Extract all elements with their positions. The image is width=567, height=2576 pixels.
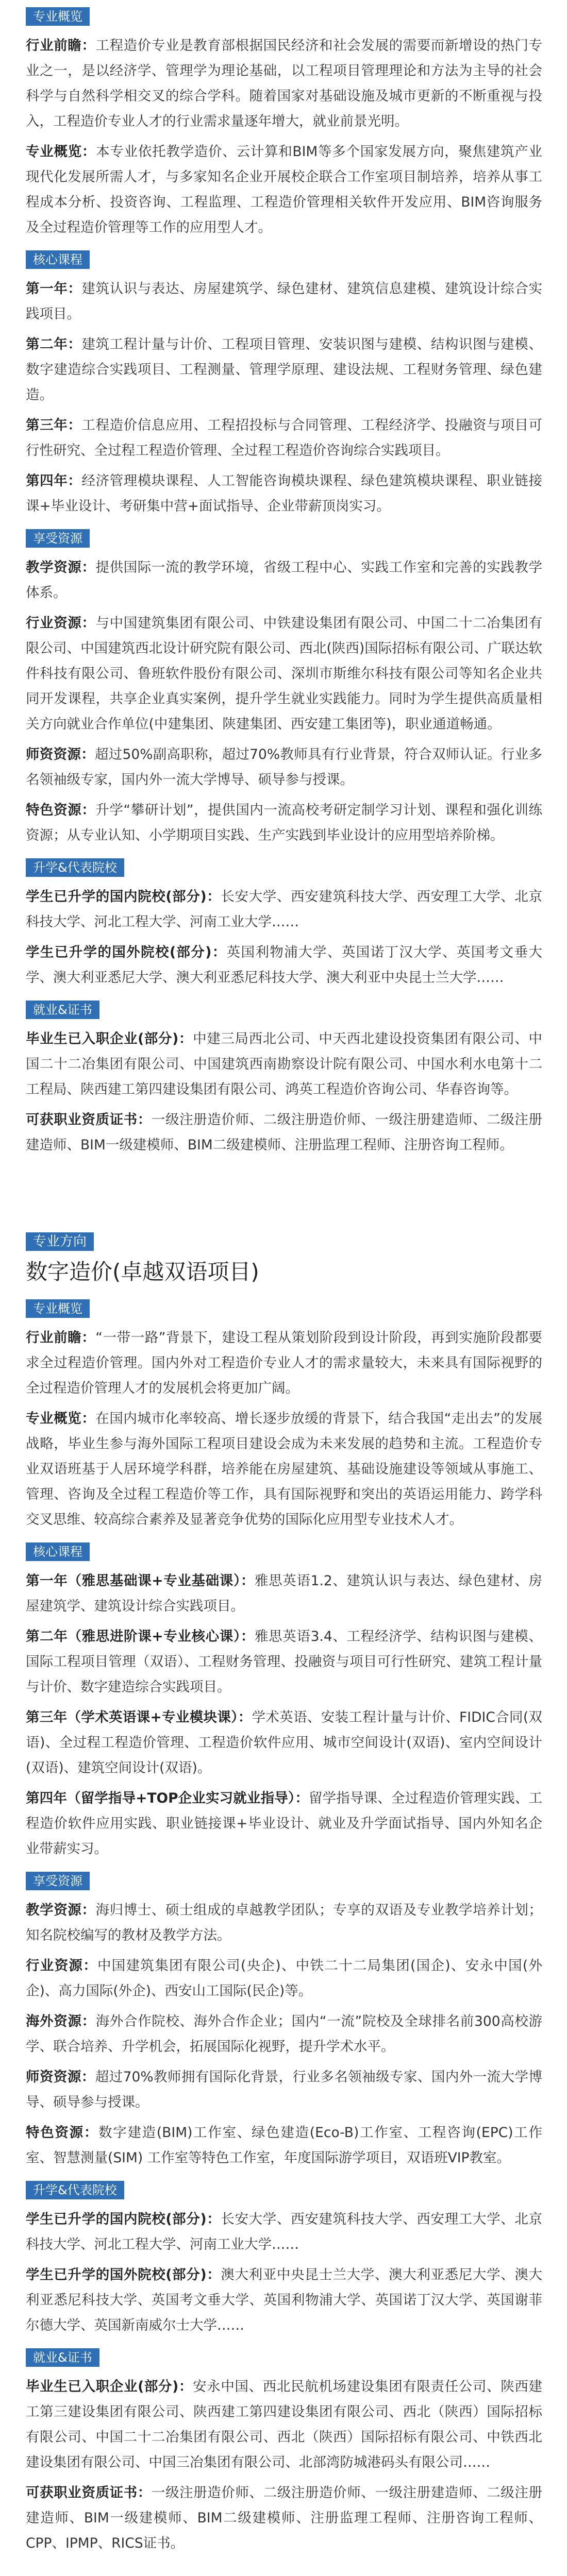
paragraph-label: 第一年： <box>26 281 82 297</box>
section-paragraph <box>26 2374 542 2475</box>
paragraph-text: “一带一路”背景下，建设工程从策划阶段到设计阶段，再到实施阶段都要求全过程造价管理。国内外对工程造价专业人才的需求量较大，未来具有国际视野的全过程造价管理人才的发展机会将更加广阔。 <box>26 1330 542 1396</box>
paragraph-label: 可获职业资质证书： <box>26 1112 152 1128</box>
paragraph-text: 一级注册造价师、二级注册造价师、一级注册建造师、二级注册建造师、BIM一级建模师、BIM二级建模师、注册监理工程师、注册咨询工程师、CPP、IPMP、RICS证书。 <box>26 2485 542 2551</box>
section-paragraph <box>26 1953 542 2004</box>
section-paragraph <box>26 332 542 408</box>
program-2-content <box>26 1299 542 2556</box>
paragraph-text: 一级注册造价师、二级注册造价师、一级注册建造师、二级注册建造师、BIM一级建模师、BIM二级建模师、注册监理工程师、注册咨询工程师。 <box>26 1112 542 1153</box>
paragraph-label: 海外资源： <box>26 2013 96 2029</box>
paragraph-label: 特色资源： <box>26 802 96 818</box>
paragraph-text: 中国建筑集团有限公司(央企)、中铁二十二局集团(国企)、安永中国(外企)、高力国际(外企)、西安山工国际(民企)等。 <box>26 1958 543 1999</box>
paragraph-label: 第二年（雅思进阶课+专业核心课）： <box>26 1629 255 1645</box>
paragraph-label: 专业概览： <box>26 144 96 160</box>
paragraph-text: 澳大利亚中央昆士兰大学、澳大利亚悉尼大学、澳大利亚悉尼科技大学、英国考文垂大学、英国利物浦大学、英国诺丁汉大学、英国谢菲尔德大学、英国新南威尔士大学…… <box>26 2267 542 2333</box>
paragraph-text: 中建三局西北公司、中天西北建设投资集团有限公司、中国二十二冶集团有限公司、中国建筑西南勘察设计院有限公司、中国水利水电第十二工程局、陕西建工第四建设集团有限公司、鸿英工程造价咨询公司、华春咨询等。 <box>26 1031 542 1097</box>
section-paragraph <box>26 798 542 848</box>
paragraph-label: 第二年： <box>26 336 82 352</box>
paragraph-label: 学生已升学的国内院校(部分)： <box>26 2211 221 2227</box>
paragraph-text: 雅思英语1.2、建筑认识与表达、绿色建材、房屋建筑学、建筑设计综合实践项目。 <box>26 1573 542 1614</box>
paragraph-text: 海外合作院校、海外合作企业；国内“一流”院校及全球排名前300高校游学、联合培养、升学机会，拓展国际化视野，提升学术水平。 <box>26 2013 543 2055</box>
paragraph-text: 经济管理模块课程、人工智能咨询模块课程、绿色建筑模块课程、职业链接课+毕业设计、考研集中营+面试指导、企业带薪顶岗实习。 <box>26 473 543 514</box>
paragraph-text: 学术英语、安装工程计量与计价、FIDIC合同(双语)、全过程工程造价管理、工程造价软件应用、城市空间设计(双语)、室内空间设计(双语)、建筑空间设计(双语)。 <box>26 1709 542 1776</box>
paragraph-text: 长安大学、西安建筑科技大学、西安理工大学、北京科技大学、河北工程大学、河南工业大学…… <box>26 2211 542 2252</box>
section-paragraph <box>26 1325 542 1401</box>
section-paragraph <box>26 1107 542 1158</box>
paragraph-text: 英国利物浦大学、英国诺丁汉大学、英国考文垂大学、澳大利亚悉尼大学、澳大利亚悉尼科技大学、澳大利亚中央昆士兰大学…… <box>26 944 542 986</box>
program-1-content <box>26 7 542 1158</box>
section-block <box>26 529 542 848</box>
paragraph-label: 师资资源： <box>26 2069 95 2085</box>
paragraph-label: 教学资源： <box>26 560 96 575</box>
section-block <box>26 250 542 519</box>
section-paragraph <box>26 1897 542 1948</box>
paragraph-label: 毕业生已入职企业(部分)： <box>26 2379 193 2395</box>
paragraph-label: 学生已升学的国外院校(部分)： <box>26 2267 221 2283</box>
section-paragraph <box>26 2262 542 2338</box>
section-paragraph <box>26 611 542 737</box>
section-paragraph <box>26 2120 542 2171</box>
paragraph-label: 行业前瞻： <box>26 1330 96 1346</box>
paragraph-label: 第三年（学术英语课+专业模块课）： <box>26 1709 252 1725</box>
section-tag: 专业概览 <box>26 7 90 26</box>
section-paragraph <box>26 2480 542 2556</box>
paragraph-label: 学生已升学的国内院校(部分)： <box>26 889 221 905</box>
section-paragraph <box>26 413 542 463</box>
paragraph-text: 雅思英语3.4、工程经济学、结构识图与建模、国际工程项目管理（双语）、工程财务管理、投融资与项目可行性研究、建筑工程计量与计价、数字建造综合实践项目。 <box>26 1629 542 1695</box>
paragraph-label: 可获职业资质证书： <box>26 2485 152 2501</box>
section-block <box>26 1299 542 1532</box>
paragraph-text: 海归博士、硕士组成的卓越教学团队；专享的双语及专业教学培养计划；知名院校编写的教材及教学方法。 <box>26 1902 543 1943</box>
paragraph-text: 与中国建筑集团有限公司、中铁建设集团有限公司、中国二十二冶集团有限公司、中国建筑西北设计研究院有限公司、西北(陕西)国际招标有限公司、广联达软件科技有限公司、鲁班软件股份有限公司、深圳市斯维尔科技有限公司等知名企业共同开发课程，共享企业真实案例，提升学生就业实践能力。同时为学生提供高质量相关方向就业合作单位(中建集团、陕建集团、西安建工集团等)，职业通道畅通。 <box>26 615 543 732</box>
paragraph-text: 超过50%副高职称，超过70%教师具有行业背景，符合双师认证。行业多名领袖级专家，国内外一流大学博导、硕导参与授课。 <box>26 747 543 788</box>
section-paragraph <box>26 555 542 605</box>
paragraph-label: 毕业生已入职企业(部分)： <box>26 1031 193 1047</box>
section-spacer <box>26 1168 542 1232</box>
section-tag: 核心课程 <box>26 250 90 269</box>
section-paragraph <box>26 1568 542 1619</box>
section-tag: 享受资源 <box>26 1872 90 1890</box>
section-paragraph <box>26 940 542 990</box>
paragraph-text: 升学“攀研计划”，提供国内一流高校考研定制学习计划、课程和强化训练资源；从专业认知、小学期项目实践、生产实践到毕业设计的应用型培养阶梯。 <box>26 802 542 843</box>
section-paragraph <box>26 2207 542 2257</box>
section-paragraph <box>26 1406 542 1532</box>
section-paragraph <box>26 1624 542 1700</box>
section-paragraph <box>26 2009 542 2059</box>
section-block <box>26 7 542 240</box>
paragraph-label: 专业概览： <box>26 1411 96 1427</box>
section-tag: 享受资源 <box>26 529 90 548</box>
section-tag: 核心课程 <box>26 1543 90 1561</box>
section-block <box>26 858 542 990</box>
section-block <box>26 2181 542 2338</box>
section-block <box>26 1872 542 2171</box>
section-block <box>26 1543 542 1861</box>
paragraph-label: 师资资源： <box>26 747 95 762</box>
section-tag: 升学&代表院校 <box>26 2181 124 2199</box>
paragraph-text: 建筑认识与表达、房屋建筑学、绿色建材、建筑信息建模、建筑设计综合实践项目。 <box>26 281 543 322</box>
paragraph-label: 教学资源： <box>26 1902 96 1918</box>
section-paragraph <box>26 2064 542 2115</box>
paragraph-text: 在国内城市化率较高、增长逐步放缓的背景下，结合我国“走出去”的发展战略，毕业生参与海外国际工程项目建设会成为未来发展的趋势和主流。工程造价专业双语班基于人居环境学科群，培养能在房屋建筑、基础设施建设等领域从事施工、管理、咨询及全过程工程造价等工作，具有国际视野和突出的英语运用能力、跨学科交叉思维、较高综合素养及显著竞争优势的国际化应用型专业技术人才。 <box>26 1411 542 1528</box>
program-title: 数字造价(卓越双语项目) <box>26 1259 259 1284</box>
paragraph-text: 超过70%教师拥有国际化背景，行业多名领袖级专家、国内外一流大学博导、硕导参与授课。 <box>26 2069 543 2110</box>
paragraph-text: 建筑工程计量与计价、工程项目管理、安装识图与建模、结构识图与建模、数字建造综合实践项目、工程测量、管理学原理、建设法规、工程财务管理、绿色建造。 <box>26 336 543 403</box>
paragraph-label: 第三年： <box>26 417 82 433</box>
paragraph-label: 学生已升学的国外院校(部分)： <box>26 944 227 960</box>
section-paragraph <box>26 742 542 792</box>
paragraph-label: 第四年（留学指导+TOP企业实习就业指导）： <box>26 1790 309 1806</box>
paragraph-text: 长安大学、西安建筑科技大学、西安理工大学、北京科技大学、河北工程大学、河南工业大学…… <box>26 889 542 930</box>
section-paragraph <box>26 1705 542 1781</box>
section-paragraph <box>26 884 542 935</box>
section-block <box>26 1001 542 1158</box>
paragraph-text: 安永中国、西北民航机场建设集团有限责任公司、陕西建工第三建设集团有限公司、陕西建工第四建设集团有限公司、西北（陕西）国际招标有限公司、中国二十二冶集团有限公司、西北（陕西）国际招标有限公司、中铁西北建设集团有限公司、中国三冶集团有限公司、北部湾防城港码头有限公司…… <box>26 2379 542 2470</box>
program-2-header <box>26 1232 542 1285</box>
paragraph-text: 工程造价专业是教育部根据国民经济和社会发展的需要而新增设的热门专业之一，是以经济学、管理学为理论基础，以工程项目管理理论和方法为主导的社会科学与自然科学相交叉的综合学科。随着国家对基础设施及城市更新的不断重视与投入，工程造价专业人才的行业需求量逐年增大，就业前景光明。 <box>26 38 543 129</box>
section-tag: 升学&代表院校 <box>26 858 124 877</box>
paragraph-text: 本专业依托教学造价、云计算和BIM等多个国家发展方向，聚焦建筑产业现代化发展所需人才，与多家知名企业开展校企联合工作室项目制培养，培养从事工程成本分析、投资咨询、工程监理、工程造价管理相关软件开发应用、BIM咨询服务及全过程造价管理等工作的应用型人才。 <box>26 144 543 235</box>
paragraph-label: 行业资源： <box>26 615 96 631</box>
section-paragraph <box>26 1786 542 1861</box>
section-tag: 就业&证书 <box>26 1001 99 1019</box>
paragraph-label: 行业前瞻： <box>26 38 96 54</box>
paragraph-label: 第四年： <box>26 473 82 489</box>
section-paragraph <box>26 276 542 327</box>
section-paragraph <box>26 1026 542 1102</box>
section-tag: 专业概览 <box>26 1299 90 1318</box>
paragraph-text: 提供国际一流的教学环境，省级工程中心、实践工作室和完善的实践教学体系。 <box>26 560 543 601</box>
paragraph-text: 留学指导课、全过程造价管理实践、工程造价软件应用实践、职业链接课+毕业设计、就业及升学面试指导、国内外知名企业带薪实习。 <box>26 1790 543 1857</box>
paragraph-text: 工程造价信息应用、工程招投标与合同管理、工程经济学、投融资与项目可行性研究、全过程工程造价管理、全过程工程造价咨询综合实践项目。 <box>26 417 543 459</box>
paragraph-label: 行业资源： <box>26 1958 97 1974</box>
section-paragraph <box>26 468 542 519</box>
direction-tag: 专业方向 <box>26 1232 94 1251</box>
paragraph-text: 数字建造(BIM)工作室、绿色建造(Eco-B)工作室、工程咨询(EPC)工作室、智慧测量(SIM) 工作室等特色工作室，年度国际游学项目，双语班VIP教室。 <box>26 2125 542 2166</box>
section-paragraph <box>26 139 542 240</box>
paragraph-label: 第一年（雅思基础课+专业基础课）： <box>26 1573 255 1589</box>
section-tag: 就业&证书 <box>26 2348 99 2367</box>
section-paragraph <box>26 33 542 134</box>
paragraph-label: 特色资源： <box>26 2125 99 2141</box>
section-block <box>26 2348 542 2556</box>
